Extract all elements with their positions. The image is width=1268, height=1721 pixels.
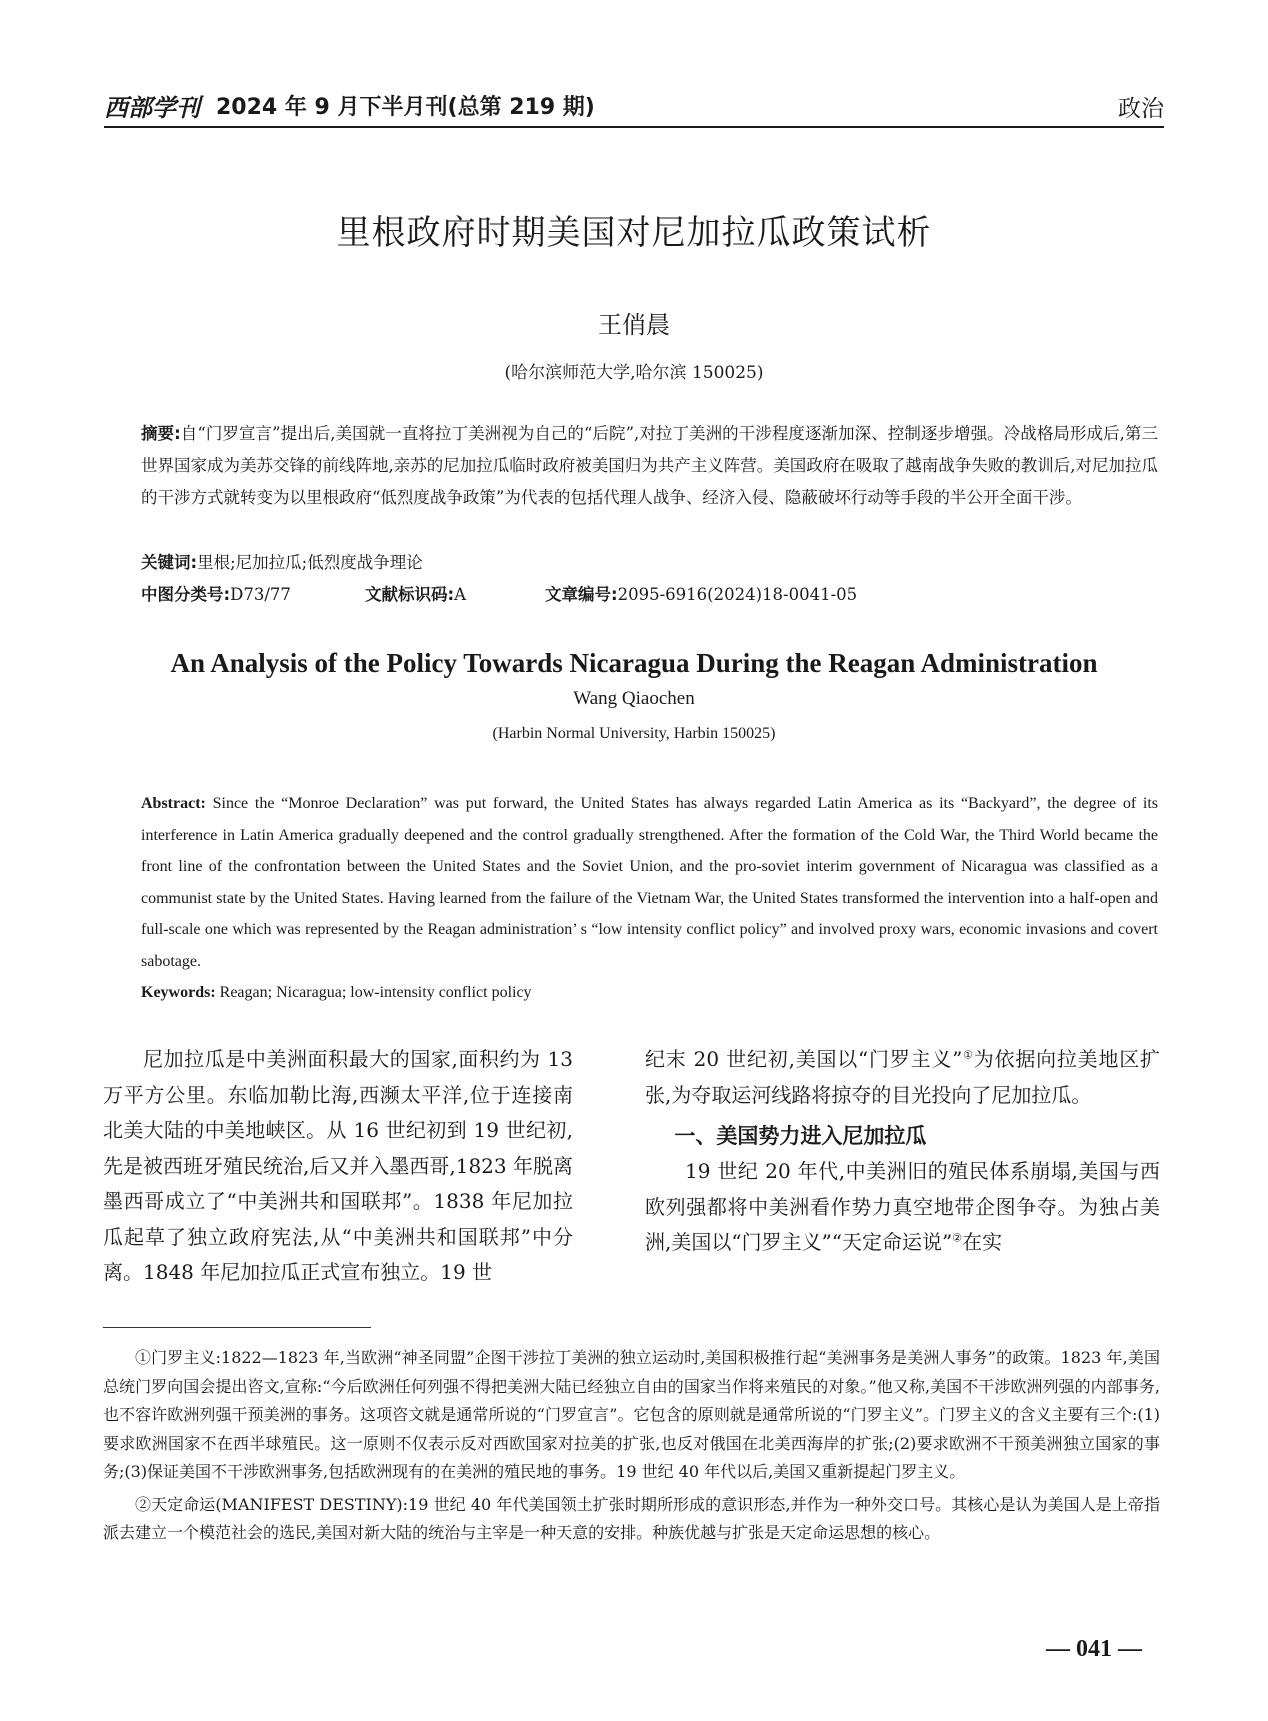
body-text: 19 世纪 20 年代,中美洲旧的殖民体系崩塌,美国与西欧列强都将中美洲看作势力真空地带企图争夺。为独占美洲,美国以“门罗主义”“天定命运说” bbox=[645, 1159, 1160, 1254]
clc-value: D73/77 bbox=[230, 585, 291, 604]
affiliation-en: (Harbin Normal University, Harbin 150025) bbox=[492, 725, 776, 742]
paper-title-cn: 里根政府时期美国对尼加拉瓜政策试析 bbox=[336, 213, 932, 253]
affiliation-cn: (哈尔滨师范大学,哈尔滨 150025) bbox=[504, 363, 764, 383]
footnote-2: ②天定命运(MANIFEST DESTINY):19 世纪 40 年代美国领土扩张时期所形成的意识形态,并作为一种外交口号。其核心是认为美国人是上帝指派去建立一个模范社会的选民,美国对新大陆的统治与主宰是一种天意的安排。种族优越与扩张是天定命运思想的核心。 bbox=[103, 1494, 1160, 1542]
running-header bbox=[104, 88, 1164, 128]
abstract-en-label: Abstract: bbox=[141, 795, 206, 812]
body-paragraph bbox=[645, 1042, 1160, 1113]
body-paragraph bbox=[645, 1154, 1160, 1261]
body-paragraph: 尼加拉瓜是中美洲面积最大的国家,面积约为 13 万平方公里。东临加勒比海,西濒太平洋,位于连接南北美大陆的中美地峡区。从 16 世纪初到 19 世纪初,先是被西班牙殖民统治,后又并入墨西哥,1823 年脱离墨西哥成立了“中美洲共和国联邦”。1838 年尼加拉瓜起草了独立政府宪法,从“中美洲共和国联邦”中分离。1848 年尼加拉瓜正式宣布独立。19 世 bbox=[103, 1047, 573, 1284]
abstract-en-text: Since the “Monroe Declaration” was put forward, the United States has always regarded Latin America as its “Backyard”, the degree of its interference in Latin America gradually deepened and the control gradually strengthened. After the formation of the Cold War, the Third World became the front line of the confrontation between the United States and the Soviet Union, and the pro-soviet interim government of Nicaragua was classified as a communist state by the United States. Having learned from the failure of the Vietnam War, the United States transformed the intervention into a half-open and full-scale one which was represented by the Reagan administration’ s “low intensity conflict policy” and involved proxy wars, economic invasions and covert sabotage. bbox=[141, 795, 1158, 970]
header-rule bbox=[104, 126, 1164, 128]
keywords-en-text: Reagan; Nicaragua; low-intensity conflict policy bbox=[219, 984, 532, 1001]
body-text: 为依据向拉美地区扩张,为夺取运河线路将掠夺的目光投向了尼加拉瓜。 bbox=[645, 1047, 1160, 1107]
footnote-rule bbox=[103, 1327, 371, 1328]
clc-label: 中图分类号: bbox=[141, 585, 231, 604]
journal-name: 西部学刊 bbox=[104, 93, 200, 122]
doc-code bbox=[365, 580, 466, 610]
keywords-cn-label: 关键词: bbox=[141, 553, 198, 572]
keywords-cn bbox=[141, 548, 1158, 578]
keywords-en-label: Keywords: bbox=[141, 984, 216, 1001]
keywords-en bbox=[141, 978, 1158, 1008]
abstract-cn-text: 自“门罗宣言”提出后,美国就一直将拉丁美洲视为自己的“后院”,对拉丁美洲的干涉程度逐渐加深、控制逐步增强。冷战格局形成后,第三世界国家成为美苏交锋的前线阵地,亲苏的尼加拉瓜临时政府被美国归为共产主义阵营。美国政府在吸取了越南战争失败的教训后,对尼加拉瓜的干涉方式就转变为以里根政府“低烈度战争政策”为代表的包括代理人战争、经济入侵、隐蔽破坏行动等手段的半公开全面干涉。 bbox=[141, 424, 1158, 507]
section-name: 政治 bbox=[1118, 96, 1164, 122]
clc-number bbox=[141, 580, 291, 610]
section-heading: 一、美国势力进入尼加拉瓜 bbox=[674, 1124, 927, 1148]
footnote-1: ①门罗主义:1822—1823 年,当欧洲“神圣同盟”企图干涉拉丁美洲的独立运动时,美国积极推行起“美洲事务是美洲人事务”的政策。1823 年,美国总统门罗向国会提出咨文,宣称:“今后欧洲任何列强不得把美洲大陆已经独立自由的国家当作将来殖民的对象。”他又称,美国不干涉欧洲列强的内部事务,也不容许欧洲列强干预美洲的事务。这项咨文就是通常所说的“门罗宣言”。它包含的原则就是通常所说的“门罗主义”。门罗主义的含义主要有三个:(1)要求欧洲国家不在西半球殖民。这一原则不仅表示反对西欧国家对拉美的扩张,也反对俄国在北美西海岸的扩张;(2)要求欧洲不干预美洲独立国家的事务;(3)保证美国不干涉欧洲事务,包括欧洲现有的在美洲的殖民地的事务。19 世纪 40 年代以后,美国又重新提起门罗主义。 bbox=[103, 1348, 1160, 1481]
article-number bbox=[545, 580, 857, 610]
article-label: 文章编号: bbox=[545, 585, 618, 604]
footnotes bbox=[103, 1344, 1160, 1552]
abstract-cn bbox=[141, 418, 1158, 514]
body-left-column bbox=[103, 1042, 573, 1291]
classification-row bbox=[141, 580, 1158, 610]
issue-info: 2024 年 9 月下半月刊(总第 219 期) bbox=[216, 95, 595, 120]
body-right-column bbox=[645, 1042, 1160, 1261]
doc-label: 文献标识码: bbox=[365, 585, 455, 604]
article-value: 2095-6916(2024)18-0041-05 bbox=[617, 585, 858, 604]
body-text: 在实 bbox=[962, 1230, 1003, 1254]
footnote-ref-2[interactable]: ② bbox=[952, 1231, 963, 1245]
body-text: 纪末 20 世纪初,美国以“门罗主义” bbox=[645, 1047, 963, 1071]
footnote-ref-1[interactable]: ① bbox=[962, 1048, 974, 1062]
paper-title-en: An Analysis of the Policy Towards Nicaragua During the Reagan Administration bbox=[170, 648, 1098, 678]
author-name-cn: 王俏晨 bbox=[598, 311, 670, 339]
abstract-cn-label: 摘要: bbox=[141, 424, 181, 443]
doc-value: A bbox=[454, 585, 467, 604]
abstract-en bbox=[141, 788, 1158, 977]
author-name-en: Wang Qiaochen bbox=[573, 688, 695, 709]
page-number: — 041 — bbox=[1046, 1636, 1142, 1662]
keywords-cn-text: 里根;尼加拉瓜;低烈度战争理论 bbox=[197, 553, 423, 572]
